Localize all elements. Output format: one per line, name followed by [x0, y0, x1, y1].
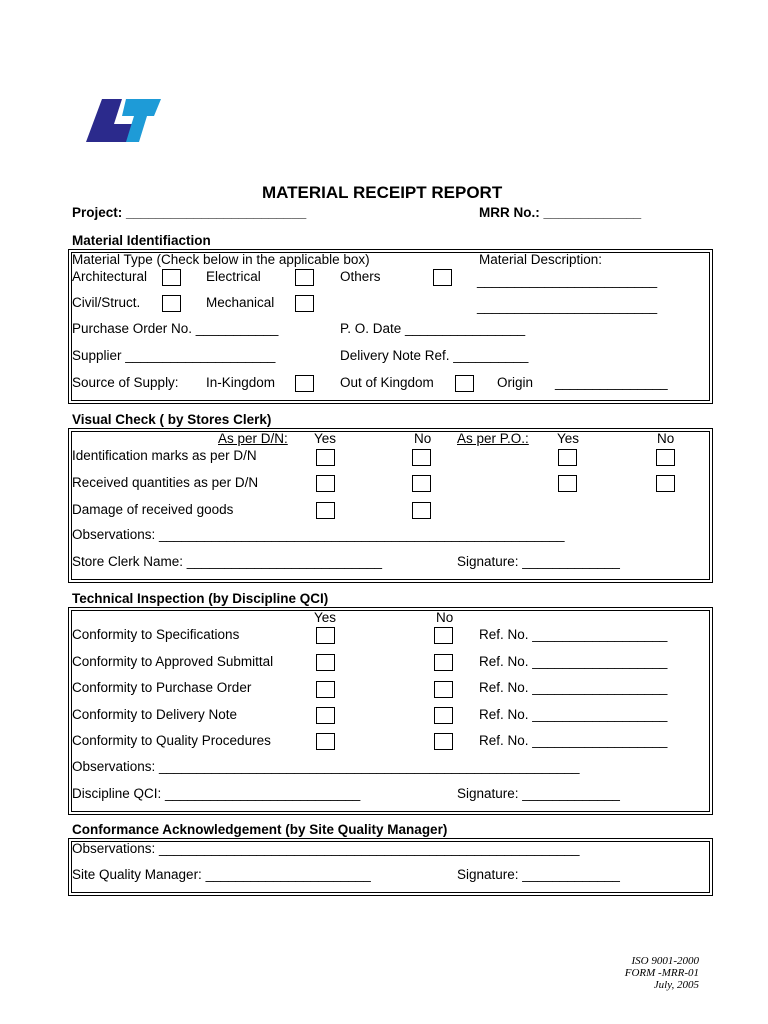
project-field[interactable]: Project: ________________________	[72, 205, 307, 220]
as-per-po-label: As per P.O.:	[457, 431, 529, 446]
tech-no-header: No	[436, 610, 454, 625]
conformity-quality-procedures-ref-field[interactable]: Ref. No. __________________	[479, 733, 668, 748]
page-title: MATERIAL RECEIPT REPORT	[262, 183, 503, 202]
conformity-specifications-label: Conformity to Specifications	[72, 627, 240, 642]
civil-struct-label: Civil/Struct.	[72, 295, 141, 310]
conformity-delivery-note-no-checkbox[interactable]	[434, 707, 453, 724]
site-quality-manager-field[interactable]: Site Quality Manager: ______________________	[72, 867, 371, 882]
technical-inspection-heading: Technical Inspection (by Discipline QCI)	[72, 591, 329, 606]
conformity-purchase-order-ref-field[interactable]: Ref. No. __________________	[479, 680, 668, 695]
architectural-checkbox[interactable]	[162, 269, 181, 286]
material-type-label: Material Type (Check below in the applicable box)	[72, 252, 370, 267]
in-kingdom-label: In-Kingdom	[206, 375, 276, 390]
architectural-label: Architectural	[72, 269, 148, 284]
company-logo	[86, 97, 162, 143]
others-checkbox[interactable]	[433, 269, 452, 286]
conformity-submittal-label: Conformity to Approved Submittal	[72, 654, 274, 669]
conformity-submittal-ref-field[interactable]: Ref. No. __________________	[479, 654, 668, 669]
supplier-field[interactable]: Supplier ____________________	[72, 348, 276, 363]
mechanical-label: Mechanical	[206, 295, 275, 310]
out-of-kingdom-checkbox[interactable]	[455, 375, 474, 392]
conformity-specifications-ref-field[interactable]: Ref. No. __________________	[479, 627, 668, 642]
visual-observations-field[interactable]: Observations: ______________________________________________________	[72, 527, 565, 542]
conformity-submittal-no-checkbox[interactable]	[434, 654, 453, 671]
material-section-heading: Material Identifiaction	[72, 233, 211, 248]
conformity-quality-procedures-label: Conformity to Quality Procedures	[72, 733, 271, 748]
dn-yes-header: Yes	[314, 431, 337, 446]
received-quantities-po-yes-checkbox[interactable]	[558, 475, 577, 492]
manager-signature-field[interactable]: Signature: _____________	[457, 867, 620, 882]
conformity-quality-procedures-yes-checkbox[interactable]	[316, 733, 335, 750]
conformity-quality-procedures-no-checkbox[interactable]	[434, 733, 453, 750]
conformity-delivery-note-yes-checkbox[interactable]	[316, 707, 335, 724]
identification-marks-po-no-checkbox[interactable]	[656, 449, 675, 466]
conformity-purchase-order-label: Conformity to Purchase Order	[72, 680, 252, 695]
as-per-dn-label: As per D/N:	[218, 431, 288, 446]
received-quantities-dn-yes-checkbox[interactable]	[316, 475, 335, 492]
conformity-submittal-yes-checkbox[interactable]	[316, 654, 335, 671]
conformance-observations-field[interactable]: Observations: ________________________________________________________	[72, 841, 580, 856]
po-date-field[interactable]: P. O. Date ________________	[340, 321, 526, 336]
material-description-label: Material Description:	[479, 252, 603, 267]
visual-check-heading: Visual Check ( by Stores Clerk)	[72, 412, 272, 427]
electrical-checkbox[interactable]	[295, 269, 314, 286]
damage-label: Damage of received goods	[72, 502, 234, 517]
conformity-purchase-order-yes-checkbox[interactable]	[316, 681, 335, 698]
tech-yes-header: Yes	[314, 610, 337, 625]
conformity-specifications-no-checkbox[interactable]	[434, 627, 453, 644]
received-quantities-po-no-checkbox[interactable]	[656, 475, 675, 492]
in-kingdom-checkbox[interactable]	[295, 375, 314, 392]
identification-marks-label: Identification marks as per D/N	[72, 448, 257, 463]
iso-reference: ISO 9001-2000	[631, 955, 699, 967]
mrr-number-field[interactable]: MRR No.: _____________	[479, 205, 642, 220]
po-no-header: No	[657, 431, 675, 446]
source-of-supply-label: Source of Supply:	[72, 375, 179, 390]
civil-struct-checkbox[interactable]	[162, 295, 181, 312]
origin-field[interactable]: _______________	[555, 375, 668, 390]
material-description-line-1[interactable]: ________________________	[477, 273, 658, 288]
electrical-label: Electrical	[206, 269, 261, 284]
damage-no-checkbox[interactable]	[412, 502, 431, 519]
origin-label: Origin	[497, 375, 534, 390]
delivery-note-ref-field[interactable]: Delivery Note Ref. __________	[340, 348, 529, 363]
received-quantities-label: Received quantities as per D/N	[72, 475, 259, 490]
form-number: FORM -MRR-01	[624, 967, 699, 979]
identification-marks-dn-yes-checkbox[interactable]	[316, 449, 335, 466]
conformity-delivery-note-ref-field[interactable]: Ref. No. __________________	[479, 707, 668, 722]
damage-yes-checkbox[interactable]	[316, 502, 335, 519]
identification-marks-dn-no-checkbox[interactable]	[412, 449, 431, 466]
received-quantities-dn-no-checkbox[interactable]	[412, 475, 431, 492]
mechanical-checkbox[interactable]	[295, 295, 314, 312]
po-yes-header: Yes	[557, 431, 580, 446]
purchase-order-no-field[interactable]: Purchase Order No. ___________	[72, 321, 279, 336]
material-description-line-2[interactable]: ________________________	[477, 299, 658, 314]
store-clerk-signature-field[interactable]: Signature: _____________	[457, 554, 620, 569]
qci-signature-field[interactable]: Signature: _____________	[457, 786, 620, 801]
store-clerk-name-field[interactable]: Store Clerk Name: __________________________	[72, 554, 382, 569]
discipline-qci-field[interactable]: Discipline QCI: __________________________	[72, 786, 361, 801]
form-footer	[560, 955, 699, 991]
form-date: July, 2005	[653, 979, 699, 991]
conformance-heading: Conformance Acknowledgement (by Site Quality Manager)	[72, 822, 448, 837]
dn-no-header: No	[414, 431, 432, 446]
others-label: Others	[340, 269, 381, 284]
technical-observations-field[interactable]: Observations: ________________________________________________________	[72, 759, 580, 774]
identification-marks-po-yes-checkbox[interactable]	[558, 449, 577, 466]
out-of-kingdom-label: Out of Kingdom	[340, 375, 434, 390]
conformity-purchase-order-no-checkbox[interactable]	[434, 681, 453, 698]
conformity-delivery-note-label: Conformity to Delivery Note	[72, 707, 238, 722]
conformity-specifications-yes-checkbox[interactable]	[316, 627, 335, 644]
